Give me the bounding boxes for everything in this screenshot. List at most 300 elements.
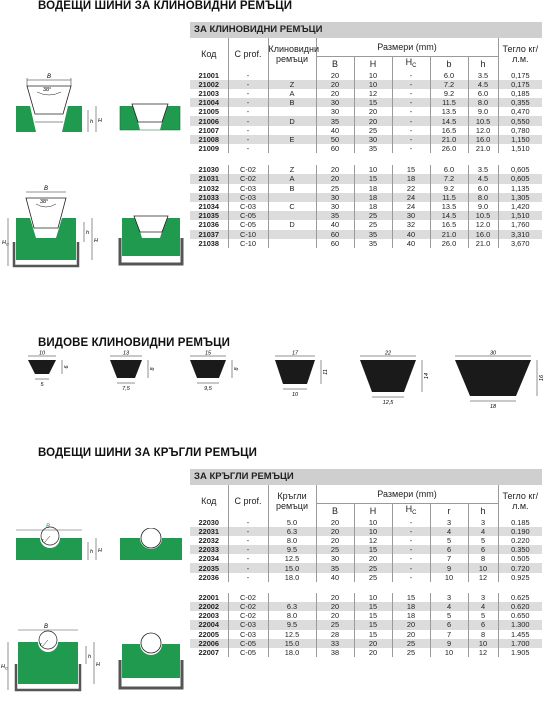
table-cell: 6 [468,545,498,554]
table-cell: 50 [316,135,354,144]
table-cell [268,107,316,116]
table-cell: 21008 [190,135,228,144]
table-cell [268,211,316,220]
col-B-header: B [316,56,354,71]
table-cell: 15 [354,620,392,629]
table-cell: 21004 [190,98,228,107]
table-cell: 25 [316,545,354,554]
belt-height: 8 [234,367,240,371]
table-cell: 1.700 [498,639,542,648]
label-B: B [47,74,52,80]
belt-bottom-width: 12,5 [382,400,394,406]
label-h: h [90,119,94,125]
table-cell: 18 [392,602,430,611]
col-code-header: Код [201,496,217,507]
table-cell: 10 [354,527,392,536]
table-cell: 9.2 [430,89,468,98]
table-cell: 16.5 [430,220,468,229]
col-belt-header: Кръгли ремъци [268,485,316,518]
round-rail-cprofile-diagram [0,618,110,700]
table-cell: 21002 [190,80,228,89]
belt-type-2 [104,350,162,400]
table-cell: 10 [354,165,392,174]
table-cell: 30 [316,193,354,202]
table-cell: 22035 [190,563,228,572]
belt-type-5 [354,350,436,414]
table-cell: 22030 [198,517,220,527]
label-angle: 38° [40,199,49,205]
table-cell: 3 [468,593,498,602]
table-row [190,220,542,229]
table-row [190,193,542,202]
table-cell: C-10 [228,230,268,239]
col-belt-header: Клиновидни ремъци [268,38,316,71]
belt-bottom-width: 18 [489,404,497,410]
table-cell: 21009 [198,144,220,154]
table-cell: Z [268,165,316,174]
table-cell: 40 [392,230,430,239]
table-cell: 8 [468,554,498,563]
table-cell: 24 [392,202,430,211]
table-cell: - [392,554,430,563]
table-cell: 9.2 [430,184,468,193]
table-row [190,211,542,220]
col-Hc-header: $H_C$ [392,56,430,71]
table-cell: 21030 [198,165,220,175]
table-cell: - [228,71,268,80]
table-cell: - [392,126,430,135]
belt-trapezoid [110,360,142,378]
belt-type-4 [269,350,335,406]
round-belt-table-title: ЗА КРЪГЛИ РЕМЪЦИ [190,469,542,485]
table-cell: - [392,116,430,125]
table-cell: 14.5 [430,211,468,220]
table-cell: - [392,518,430,527]
table-cell: 10 [430,648,468,657]
table-cell: 20 [316,611,354,620]
table-cell: - [228,545,268,554]
table-cell: 9 [430,639,468,648]
table-cell: 18.0 [268,648,316,657]
table-cell: 30 [316,107,354,116]
table-cell: 21034 [198,202,220,212]
col-dims-header: Размери (mm) [316,38,498,56]
table-cell: 3,670 [498,239,542,248]
table-cell: 10 [468,563,498,572]
col-b-header: b [430,56,468,71]
table-cell: 9.5 [268,620,316,629]
table-row [190,135,542,144]
table-cell: 15 [354,545,392,554]
col-cprof-header: C prof. [228,38,268,71]
table-cell: 6.0 [468,184,498,193]
table-cell: C-03 [228,630,268,639]
table-cell: 0,605 [498,165,542,174]
table-cell: 12.0 [468,126,498,135]
table-cell: 4.5 [468,80,498,89]
table-cell: A [268,89,316,98]
table-cell: 3.5 [468,165,498,174]
table-cell: 20 [392,630,430,639]
table-cell: B [268,98,316,107]
table-cell: - [392,545,430,554]
table-cell: - [228,89,268,98]
table-cell: 3.5 [468,71,498,80]
belt-height: 11 [323,369,329,375]
table-cell: C-03 [228,620,268,629]
table-cell: 21001 [198,70,220,80]
table-cell: 0,175 [498,80,542,89]
table-cell: 10.5 [468,211,498,220]
col-weight-header: Тегло кг/л.м. [498,485,542,518]
table-cell: 1.455 [498,630,542,639]
table-cell: 1.300 [498,620,542,629]
table-cell: 9.0 [468,202,498,211]
table-row [190,144,542,153]
col-r-header: r [430,503,468,518]
table-cell: 22031 [190,527,228,536]
col-cprof-header: C prof. [228,485,268,518]
table-cell: 26.0 [430,239,468,248]
table-cell: 40 [316,573,354,582]
table-cell: C-03 [228,184,268,193]
table-cell: 21006 [190,116,228,125]
table-cell: 9.0 [468,107,498,116]
table-row [190,620,542,629]
table-cell: 35 [354,230,392,239]
table-cell: 3 [430,518,468,527]
table-cell: 21005 [198,107,220,117]
table-cell: - [228,527,268,536]
table-cell: 20 [392,620,430,629]
table-cell: 25 [354,126,392,135]
table-cell: 0,470 [498,107,542,116]
table-cell: 6.3 [268,527,316,536]
v-rail-3d-diagram [118,100,182,134]
belt-trapezoid [190,360,226,378]
col-dims-header: Размери (mm) [316,485,498,503]
col-H-header: H [354,503,392,518]
table-cell: 13.5 [430,107,468,116]
table-cell: 18 [354,193,392,202]
table-row [190,71,542,80]
table-cell: 16.5 [430,126,468,135]
table-cell: - [228,144,268,153]
table-cell: 12 [468,573,498,582]
table-cell: 6.3 [268,602,316,611]
table-cell: 20 [354,107,392,116]
table-cell: 1,420 [498,202,542,211]
table-cell: 16.0 [468,230,498,239]
table-cell: 21.0 [430,135,468,144]
v-rail-section-diagram [8,70,108,140]
table-cell: D [268,116,316,125]
table-cell: 0,175 [498,71,542,80]
table-cell: 22034 [198,554,220,564]
v-rail-cprofile-diagram [0,182,110,270]
label-H: H [96,662,100,668]
table-cell: 28 [316,630,354,639]
table-row [190,165,542,174]
table-cell: - [228,116,268,125]
table-cell: 0.620 [498,602,542,611]
table-cell: 18 [354,202,392,211]
table-cell: 15 [354,630,392,639]
round-belt-table [190,469,542,657]
table-cell: 0.650 [498,611,542,620]
table-cell: 30 [316,554,354,563]
table-cell: 0,550 [498,116,542,125]
table-cell: 12.0 [468,220,498,229]
table-row [190,230,542,239]
table-cell: 0.220 [498,536,542,545]
col-H-header: H [354,56,392,71]
table-cell: - [392,80,430,89]
table-cell: D [268,220,316,229]
heading-v-belt-types: ВИДОВЕ КЛИНОВИДНИ РЕМЪЦИ [38,337,230,349]
table-cell: - [392,573,430,582]
table-cell: 18 [354,184,392,193]
table-cell: C-02 [228,611,268,620]
table-cell: 21038 [198,238,220,248]
v-belt-group-1 [190,71,542,154]
table-cell: 21.0 [468,239,498,248]
col-B-header: B [316,503,354,518]
label-b: b [47,124,51,130]
belt-trapezoid [455,360,531,396]
label-h: h [90,549,94,555]
label-h: h [88,654,92,660]
table-cell: - [228,135,268,144]
table-cell: 22036 [198,572,220,582]
table-cell: 4 [430,602,468,611]
table-cell: 0.190 [498,527,542,536]
table-cell: 16.0 [468,135,498,144]
table-cell: - [228,107,268,116]
table-cell: 18 [392,174,430,183]
table-cell: - [392,536,430,545]
table-cell: 30 [392,211,430,220]
table-cell: 5 [430,536,468,545]
table-row [190,89,542,98]
label-r: r [42,538,44,544]
label-H: H [94,238,98,244]
col-h-header: h [468,56,498,71]
table-cell: 40 [316,126,354,135]
table-row [190,98,542,107]
table-cell: 0.350 [498,545,542,554]
table-cell: 21035 [190,211,228,220]
table-cell [268,230,316,239]
table-row [190,554,542,563]
table-cell: 7.2 [430,80,468,89]
table-cell: 33 [316,639,354,648]
table-cell: 0,185 [498,89,542,98]
belt-top-width: 10 [38,350,46,357]
table-cell: 3,310 [498,230,542,239]
round-belt-group-1 [190,518,542,582]
table-row [190,518,542,527]
table-cell: 40 [392,239,430,248]
table-cell: 21032 [198,183,220,193]
label-B: B [44,624,49,630]
table-cell: - [228,518,268,527]
table-cell: 4 [430,527,468,536]
table-cell: 30 [316,98,354,107]
label-Hc: $H_C$ [1,664,8,671]
table-cell: 25 [354,220,392,229]
label-H: H [98,118,102,124]
table-cell: 10 [354,593,392,602]
belt-trapezoid [275,360,315,384]
table-cell: 15 [354,602,392,611]
table-cell: - [228,536,268,545]
table-cell: C-05 [228,648,268,657]
col-weight-header: Тегло кг/л.м. [498,38,542,71]
table-cell: 9 [430,563,468,572]
table-cell: 11.5 [430,98,468,107]
table-row [190,602,542,611]
table-row [190,527,542,536]
table-row [190,545,542,554]
table-cell: 60 [316,239,354,248]
table-cell: 9.5 [268,545,316,554]
table-cell: 1,510 [498,211,542,220]
table-cell: 12 [354,536,392,545]
table-cell: 20 [316,80,354,89]
table-cell: 30 [316,202,354,211]
table-cell: 11.5 [430,193,468,202]
table-cell: C-03 [228,202,268,211]
belt-top-width: 30 [489,350,497,357]
belt-top-width: 13 [122,350,130,357]
label-r: r [40,642,42,648]
belt-height: 14 [424,372,430,380]
table-cell: C-10 [228,239,268,248]
table-cell: 15 [354,611,392,620]
table-cell: - [228,126,268,135]
table-cell [268,593,316,602]
table-cell: 22 [392,184,430,193]
round-rail-section-diagram [8,520,108,570]
table-cell: 6 [430,620,468,629]
table-cell: 8 [468,630,498,639]
table-cell: 60 [316,230,354,239]
belt-type-3 [184,350,246,400]
belt-type-6 [449,350,546,418]
table-cell: - [392,563,430,572]
table-cell: 15 [392,593,430,602]
table-cell: - [392,98,430,107]
table-cell: 25 [354,573,392,582]
table-cell: 1,510 [498,144,542,153]
table-cell: C-02 [228,593,268,602]
table-cell: 25 [392,639,430,648]
v-belt-table [190,22,542,248]
table-cell: 25 [354,211,392,220]
table-cell: 20 [316,165,354,174]
table-cell: 35 [316,563,354,572]
table-cell: 21031 [190,174,228,183]
label-h: h [86,230,90,236]
belt-trapezoid [360,360,416,392]
v-belt-group-2 [190,165,542,248]
table-cell: 12 [468,648,498,657]
round-rail-3d-diagram [118,528,184,562]
table-cell [268,239,316,248]
label-H: H [98,548,102,554]
table-cell: 10 [354,71,392,80]
table-cell: 12.5 [268,630,316,639]
table-cell: 21.0 [430,230,468,239]
table-cell: 15 [354,174,392,183]
table-cell: 21007 [198,125,220,135]
table-cell: 25 [392,648,430,657]
table-cell: 21033 [190,193,228,202]
table-cell: 10 [354,518,392,527]
table-cell: - [392,144,430,153]
table-cell: - [228,554,268,563]
table-cell: - [228,563,268,572]
table-cell: 0,780 [498,126,542,135]
round-belt-group-2 [190,593,542,657]
belt-bottom-width: 5 [40,382,44,388]
table-row [190,107,542,116]
belt-bottom-width: 9,5 [204,386,212,392]
table-cell: 5 [468,536,498,545]
table-cell: 15.0 [268,563,316,572]
table-cell: 22003 [198,611,220,621]
table-cell: 35 [316,116,354,125]
table-cell: 22004 [190,620,228,629]
table-cell: 20 [354,116,392,125]
table-cell: 22002 [190,602,228,611]
table-cell: C-02 [228,165,268,174]
table-cell: 0,605 [498,174,542,183]
table-cell: 15 [354,98,392,107]
table-cell: 8.0 [468,193,498,202]
table-cell: 21.0 [468,144,498,153]
table-cell: - [392,89,430,98]
table-cell: C-05 [228,220,268,229]
table-cell: - [392,71,430,80]
table-cell: - [392,107,430,116]
belt-bottom-width: 10 [291,392,299,398]
v-rail-cprofile-3d-diagram [118,212,184,268]
table-cell [268,193,316,202]
table-cell: 35 [354,239,392,248]
table-cell: 0.185 [498,518,542,527]
table-cell: 15.0 [268,639,316,648]
belt-top-width: 17 [291,350,299,357]
heading-round-belt-rails: ВОДЕЩИ ШИНИ ЗА КРЪГЛИ РЕМЪЦИ [38,447,257,459]
table-cell: 20 [316,89,354,98]
table-cell [268,144,316,153]
table-cell: 18.0 [268,573,316,582]
table-cell: C-02 [228,602,268,611]
belt-bottom-width: 7,5 [122,386,130,392]
table-cell: 7.2 [430,174,468,183]
belt-height: 6 [64,365,70,369]
table-row [190,126,542,135]
table-cell: 24 [392,193,430,202]
table-cell: 40 [316,220,354,229]
table-cell: 12 [354,89,392,98]
table-cell: 6.0 [430,165,468,174]
table-cell: 21036 [198,220,220,230]
table-cell: 7 [430,554,468,563]
table-cell: 6.0 [430,71,468,80]
